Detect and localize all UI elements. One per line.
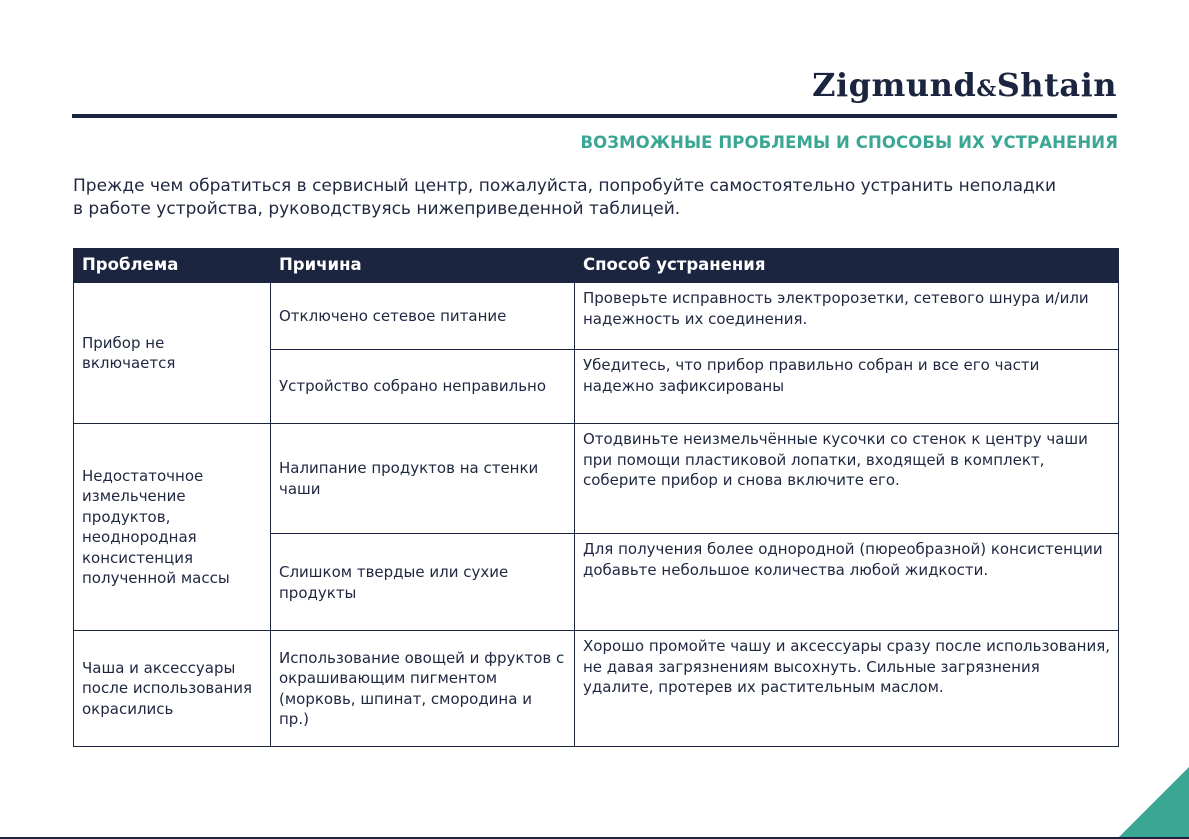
intro-line-1: Прежде чем обратиться в сервисный центр, пожалуйста, попробуйте самостоятельно устранить неполадки xyxy=(73,176,1057,196)
troubleshooting-table xyxy=(73,248,1119,747)
remedy-cell: Убедитесь, что прибор правильно собран и все его части надежно зафиксированы xyxy=(575,350,1119,424)
cause-cell: Налипание продуктов на стенки чаши xyxy=(271,424,575,534)
brand-name-part1: Zigmund xyxy=(812,66,977,104)
intro-line-2: в работе устройства, руководствуясь нижеприведенной таблицей. xyxy=(73,199,681,219)
header-remedy: Способ устранения xyxy=(575,249,1119,283)
table-row xyxy=(74,631,1119,747)
problem-cell: Недостаточное измельчение продуктов, неоднородная консистенция полученной массы xyxy=(74,424,271,631)
problem-cell: Чаша и аксессуары после использования окрасились xyxy=(74,631,271,747)
section-title: ВОЗМОЖНЫЕ ПРОБЛЕМЫ И СПОСОБЫ ИХ УСТРАНЕНИЯ xyxy=(580,133,1118,152)
table-header-row xyxy=(74,249,1119,283)
header-problem: Проблема xyxy=(74,249,271,283)
remedy-cell: Хорошо промойте чашу и аксессуары сразу после использования, не давая загрязнениям высохнуть. Сильные загрязнения удалите, протерев их растительным маслом. xyxy=(575,631,1119,747)
corner-decoration xyxy=(1059,767,1189,839)
problem-cell: Прибор не включается xyxy=(74,283,271,424)
header-cause: Причина xyxy=(271,249,575,283)
brand-logo xyxy=(812,66,1117,104)
intro-paragraph xyxy=(73,175,1123,221)
remedy-cell: Отодвиньте неизмельчённые кусочки со стенок к центру чаши при помощи пластиковой лопатки, входящей в комплект, соберите прибор и снова включите его. xyxy=(575,424,1119,534)
remedy-cell: Для получения более однородной (пюреобразной) консистенции добавьте небольшое количества любой жидкости. xyxy=(575,534,1119,631)
table-row xyxy=(74,424,1119,534)
cause-cell: Слишком твердые или сухие продукты xyxy=(271,534,575,631)
brand-name-part2: Shtain xyxy=(996,66,1117,104)
cause-cell: Устройство собрано неправильно xyxy=(271,350,575,424)
table-row xyxy=(74,283,1119,350)
cause-cell: Использование овощей и фруктов с окрашивающим пигментом (морковь, шпинат, смородина и пр.) xyxy=(271,631,575,747)
brand-ampersand: & xyxy=(976,76,997,102)
header-rule xyxy=(72,114,1117,118)
remedy-cell: Проверьте исправность электророзетки, сетевого шнура и/или надежность их соединения. xyxy=(575,283,1119,350)
cause-cell: Отключено сетевое питание xyxy=(271,283,575,350)
